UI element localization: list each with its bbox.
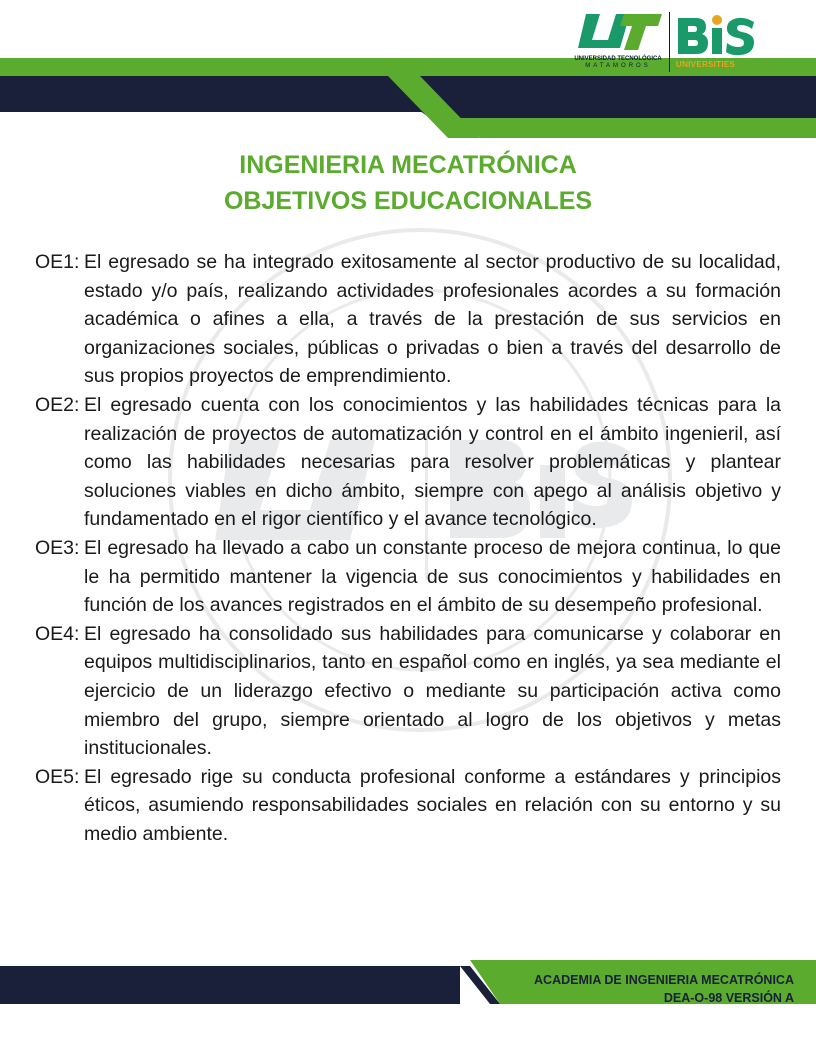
objective-text: El egresado rige su conducta profesional conforme a estándares y principios éticos, asumiendo responsabilidades sociales en relación con su entorno y su medio ambiente. — [84, 765, 781, 845]
logo-bis-caption: UNIVERSITIES — [676, 60, 736, 69]
objective-item — [35, 391, 781, 534]
objective-item — [35, 620, 781, 763]
document-subtitle: OBJETIVOS EDUCACIONALES — [223, 187, 593, 215]
bis-logo-icon — [676, 12, 758, 56]
objective-text: El egresado ha llevado a cabo un constante proceso de mejora continua, lo que le ha permitido mantener la vigencia de sus conocimientos y habilidades en función de los avances registrados en el ámbito de su desempeño profesional. — [84, 536, 781, 617]
objective-code: OE2: — [35, 393, 80, 416]
objective-code: OE5: — [35, 765, 80, 788]
objective-item — [35, 248, 781, 391]
ut-logo-icon — [572, 10, 664, 56]
document-title: INGENIERIA MECATRÓNICA — [239, 151, 577, 179]
objective-text: El egresado cuenta con los conocimientos y las habilidades técnicas para la realización de proyectos de automatización y control en el ámbito ingenieril, así como las habilidades necesarias para resolver problemáticas y plantear soluciones viables en dicho ámbito, siempre con apego al análisis objetivo y fundamentado en el rigor científico y el avance tecnológico. — [84, 393, 781, 531]
objective-text: El egresado se ha integrado exitosamente al sector productivo de su localidad, estado y/o país, realizando actividades profesionales acordes a su formación académica o afines a ella, a través de la prestación de sus servicios en organizaciones sociales, públicas o privadas o bien a través del desarrollo de sus propios proyectos de emprendimiento. — [84, 251, 781, 388]
objective-code: OE1: — [35, 251, 80, 273]
header-logo — [572, 10, 762, 76]
objective-text: El egresado ha consolidado sus habilidades para comunicarse y colaborar en equipos multidisciplinarios, tanto en español como en inglés, ya sea mediante el ejercicio de un liderazgo efectivo o mediante su participación activa como miembro del grupo, siempre orientado al logro de los objetivos y metas institucionales. — [84, 622, 781, 760]
objective-code: OE4: — [35, 622, 80, 645]
objectives-list — [35, 248, 781, 848]
objective-item — [35, 763, 781, 849]
objective-item — [35, 534, 781, 620]
logo-divider — [669, 12, 670, 72]
objective-code: OE3: — [35, 536, 80, 559]
footer-version: DEA-O-98 VERSIÓN A — [663, 991, 794, 1005]
footer-academy: ACADEMIA DE INGENIERIA MECATRÓNICA — [534, 973, 794, 987]
logo-ut-caption: UNIVERSIDAD TECNOLÓGICA MATAMOROS — [574, 56, 662, 69]
